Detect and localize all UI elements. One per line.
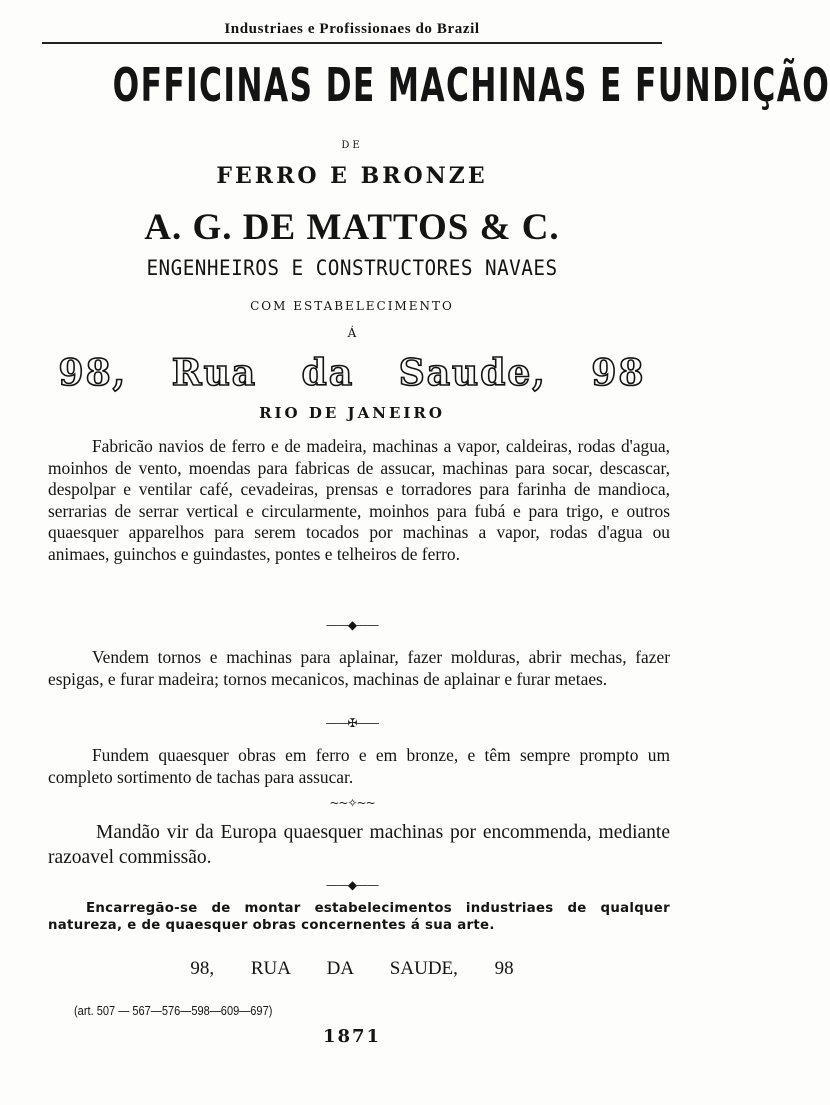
ornament-divider: ——◆—— xyxy=(325,878,379,892)
paragraph-fabricate: Fabricão navios de ferro e de madeira, machinas a vapor, caldeiras, rodas d'agua, moinhos de vento, moendas para fabricas de assucar, machinas para socar, descascar, despolpar e ventilar café, cevadeiras, prensas e torradores para farinha de mandioca, serrarias de serrar vertical e circularmente, moinhos para fubá e para trigo, e outros quaesquer apparelhos para serem tocados por machinas a vapor, rodas d'agua ou animaes, guinchos e guindastes, pontes e telheiros de ferro. xyxy=(48,436,670,564)
paragraph-import: Mandão vir da Europa quaesquer machinas por encommenda, mediante razoavel commissão. xyxy=(48,822,670,868)
paragraph-install: Encarregão-se de montar estabelecimentos industriaes de qualquer natureza, e de quaesquer obras concernentes á sua arte. xyxy=(48,901,670,933)
ad-subtitle: FERRO E BRONZE xyxy=(216,163,488,189)
paragraph-cast: Fundem quaesquer obras em ferro e em bronze, e têm sempre prompto um completo sortimento de tachas para assucar. xyxy=(48,745,670,787)
connector-a: Á xyxy=(347,326,357,340)
article-reference: (art. 507 — 567—576—598—609—697) xyxy=(74,1003,273,1018)
connector-de: DE xyxy=(341,140,363,151)
ad-title: OFFICINAS DE MACHINAS E FUNDIÇÃO xyxy=(112,58,830,112)
firm-profession: ENGENHEIROS E CONSTRUCTORES NAVAES xyxy=(146,256,558,280)
paragraph-sell: Vendem tornos e machinas para aplainar, fazer molduras, abrir mechas, fazer espigas, e furar madeira; tornos mecanicos, machinas de aplainar e furar metaes. xyxy=(48,647,670,689)
street-address: 98, Rua da Saude, 98 xyxy=(58,352,646,394)
address-repeat: 98, RUA DA SAUDE, 98 xyxy=(190,958,514,979)
ornament-divider: ——✠—— xyxy=(325,716,379,730)
header-rule xyxy=(42,42,662,44)
establishment-label: COM ESTABELECIMENTO xyxy=(250,299,454,313)
running-header: Industriaes e Profissionaes do Brazil xyxy=(224,21,480,37)
ornament-divider: ~~✧~~ xyxy=(329,796,375,810)
firm-name: A. G. DE MATTOS & C. xyxy=(144,207,560,248)
city-name: RIO DE JANEIRO xyxy=(259,404,445,422)
year: 1871 xyxy=(322,1026,382,1047)
ornament-divider: ——◆—— xyxy=(325,618,379,632)
